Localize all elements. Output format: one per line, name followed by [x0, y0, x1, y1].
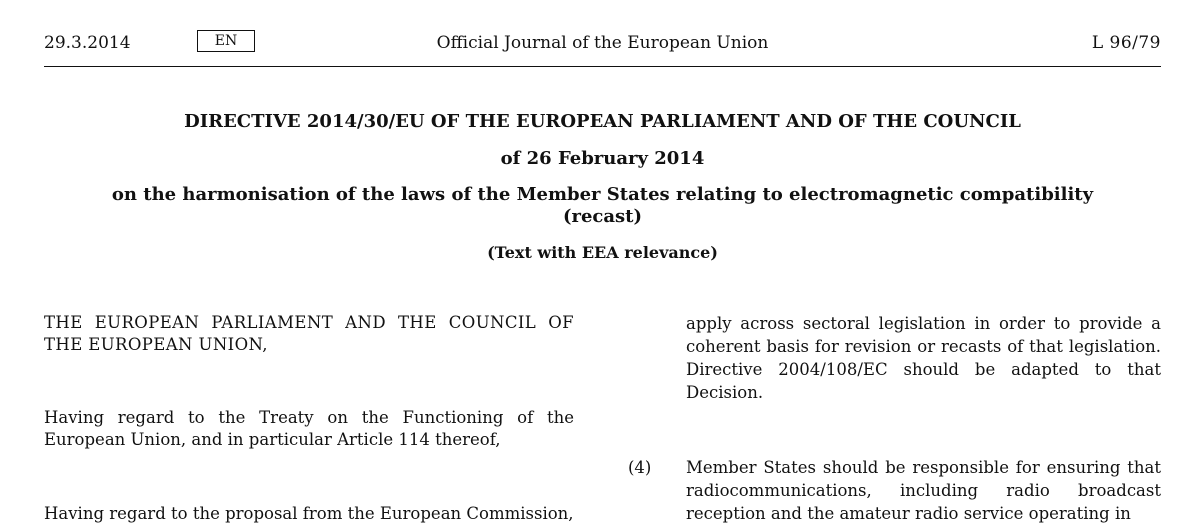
header-rule: [44, 66, 1161, 67]
directive-subject-line: on the harmonisation of the laws of the Member States relating to electromagnetic compatibility: [111, 184, 1094, 205]
directive-date: of 26 February 2014: [500, 148, 705, 169]
recital-3-text: apply across sectoral legislation in order to provide a coherent basis for revision or recasts of that legislation. Directive 2004/108/EC should be adapted to that Decision.: [686, 314, 1161, 402]
language-badge: EN: [197, 30, 255, 52]
journal-header: [44, 30, 1161, 58]
preamble-text: THE EUROPEAN PARLIAMENT AND THE COUNCIL OF THE EUROPEAN UNION,: [44, 313, 574, 354]
recital-4-number: (4): [628, 458, 652, 477]
eea-relevance: (Text with EEA relevance): [487, 243, 718, 262]
publication-date: 29.3.2014: [44, 33, 131, 53]
journal-title: Official Journal of the European Union: [436, 33, 769, 53]
left-column: [44, 312, 574, 525]
recital-4-text: Member States should be responsible for ensuring that radiocommunications, including radio broadcast reception and the amateur radio service operating in: [686, 458, 1161, 523]
page-reference: L 96/79: [1091, 33, 1161, 53]
recital-3-continued: [628, 312, 1161, 404]
right-column: [628, 312, 1161, 525]
directive-title: DIRECTIVE 2014/30/EU OF THE EUROPEAN PARLIAMENT AND OF THE COUNCIL: [184, 111, 1021, 132]
directive-title-block: [44, 110, 1161, 263]
recital-4: [628, 456, 1161, 525]
citation-proposal: Having regard to the proposal from the European Commission,: [44, 504, 574, 523]
directive-subject: [44, 184, 1161, 228]
citation-treaty: Having regard to the Treaty on the Functioning of the European Union, and in particular Article 114 thereof,: [44, 408, 574, 449]
directive-recast-label: (recast): [562, 206, 643, 227]
